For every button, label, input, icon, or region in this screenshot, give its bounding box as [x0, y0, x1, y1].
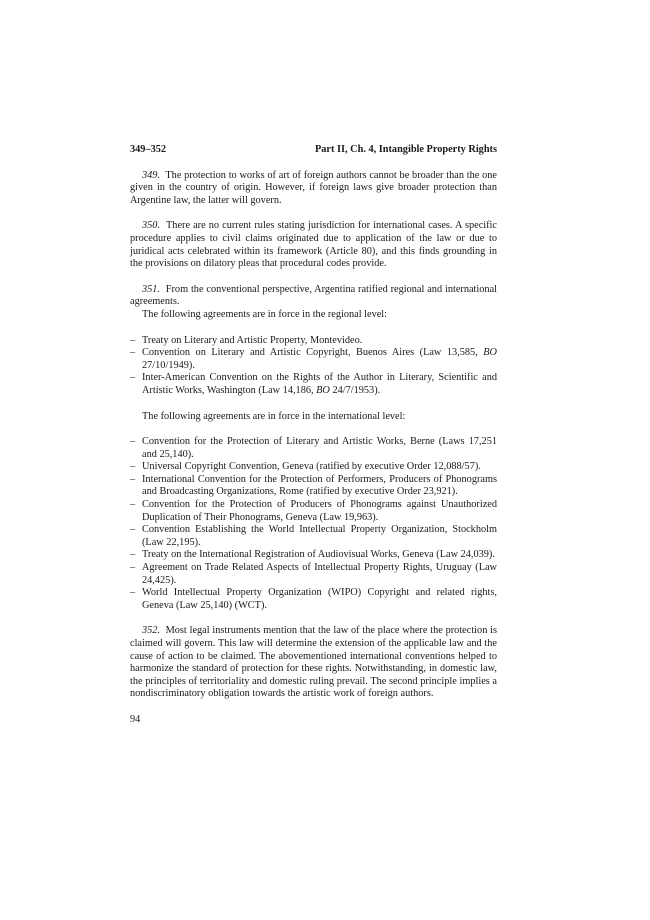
international-lead: The following agreements are in force in the international level: — [142, 410, 406, 422]
list-item: – Inter-American Convention on the Rights of the Author in Literary, Scientific and Artistic Works, Washington (Law 14,186, BO 24/7/1953). — [130, 372, 497, 397]
paragraph-text: There are no current rules stating jurisdiction for international cases. A specific procedure applies to civil claims originated due to application of the law or due to juridical acts celebrated within its framework (Article 80), and this finds grounding in the provisions on dilatory pleas that procedural codes provide. — [130, 220, 497, 270]
list-item: – Agreement on Trade Related Aspects of Intellectual Property Rights, Uruguay (Law 24,425). — [130, 562, 497, 587]
paragraph-number: 349. — [142, 169, 161, 181]
international-agreements-list — [130, 436, 497, 612]
chapter-title: Part II, Ch. 4, Intangible Property Rights — [314, 144, 497, 155]
paragraph-text: From the conventional perspective, Argentina ratified regional and international agreements. — [130, 283, 497, 308]
paragraph-text: The protection to works of art of foreign authors cannot be broader than the one given in the country of origin. However, if foreign laws give broader protection than Argentine law, the latter will govern. — [130, 169, 497, 206]
document-page — [130, 144, 497, 727]
list-item: – Convention Establishing the World Intellectual Property Organization, Stockholm (Law 22,195). — [130, 524, 497, 549]
list-item: – International Convention for the Protection of Performers, Producers of Phonograms and Broadcasting Organizations, Rome (ratified by executive Order 23,921). — [130, 474, 497, 499]
list-item: – Convention for the Protection of Producers of Phonograms against Unauthorized Duplication of Their Phonograms, Geneva (Law 19,963). — [130, 499, 497, 524]
paragraph-number: 352. — [142, 625, 161, 637]
page-number: 94 — [130, 713, 141, 725]
paragraph-number: 350. — [142, 220, 161, 232]
paragraph-number: 351. — [142, 283, 161, 295]
regional-agreements-list — [130, 335, 497, 398]
paragraph-352 — [130, 625, 497, 701]
section-range: 349–352 — [130, 144, 167, 155]
list-item: – World Intellectual Property Organization (WIPO) Copyright and related rights, Geneva (Law 25,140) (WCT). — [130, 587, 497, 612]
list-item: – Treaty on Literary and Artistic Property, Montevideo. — [130, 335, 497, 348]
list-item: – Convention for the Protection of Literary and Artistic Works, Berne (Laws 17,251 and 25,140). — [130, 436, 497, 461]
paragraph-349 — [130, 170, 497, 208]
running-head — [130, 144, 497, 157]
paragraph-351 — [130, 284, 497, 309]
paragraph-text: Most legal instruments mention that the law of the place where the protection is claimed will govern. This law will determine the extension of the applicable law and the cause of action to be claimed. The abovementioned international conventions helped to harmonize the standard of protection for these rights. Notwithstanding, in domestic law, the principles of territoriality and domestic ruling prevail. The second principle implies a nondiscriminatory obligation towards the artistic work of foreign authors. — [130, 625, 497, 700]
list-item: – Treaty on the International Registration of Audiovisual Works, Geneva (Law 24,039). — [130, 549, 497, 562]
regional-lead: The following agreements are in force in the regional level: — [142, 308, 388, 320]
list-item: – Convention on Literary and Artistic Copyright, Buenos Aires (Law 13,585, BO 27/10/1949). — [130, 347, 497, 372]
paragraph-350 — [130, 220, 497, 270]
list-item: – Universal Copyright Convention, Geneva (ratified by executive Order 12,088/57). — [130, 461, 497, 474]
